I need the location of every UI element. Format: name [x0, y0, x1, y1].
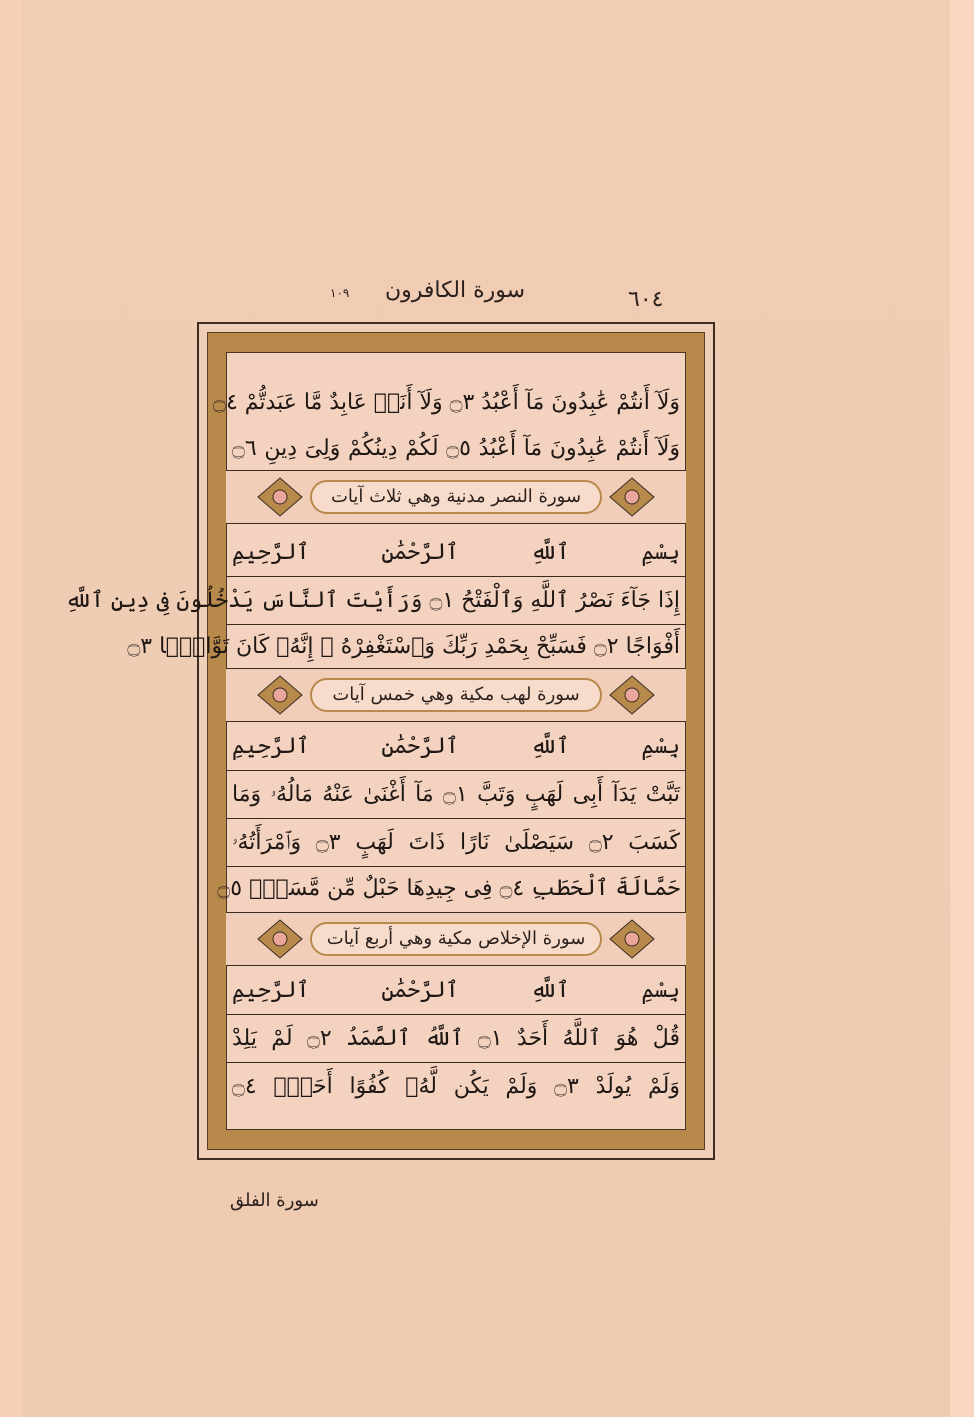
text-line: وَلَآ أَنتُمْ عَٰبِدُونَ مَآ أَعْبُدُ ۝٣ وَلَآ أَنَا۠ عَابِدٌ مَّا عَبَدتُّمْ ۝٤	[213, 390, 680, 415]
text-line: حَمَّالَةَ ٱلْحَطَبِ ۝٤ فِى جِيدِهَا حَبْلٌ مِّن مَّسَدٍۭ ۝٥	[217, 876, 680, 901]
text-line: قُلْ هُوَ ٱللَّهُ أَحَدٌ ۝١ ٱللَّهُ ٱلصَّمَدُ ۝٢ لَمْ يَلِدْ	[232, 1026, 680, 1051]
text-line: أَفْوَاجًا ۝٢ فَسَبِّحْ بِحَمْدِ رَبِّكَ وَٱسْتَغْفِرْهُ ۚ إِنَّهُۥ كَانَ تَوَّابًۢا ۝٣	[127, 634, 680, 659]
surah-heading: سورة الإخلاص مكية وهي أربع آيات	[310, 922, 602, 956]
ornament-icon	[602, 474, 662, 520]
basmala: بِسْمِ ٱللَّهِ ٱلرَّحْمَٰنِ ٱلرَّحِيمِ	[232, 540, 680, 565]
divider	[226, 770, 686, 771]
text-line: وَلَآ أَنتُمْ عَٰبِدُونَ مَآ أَعْبُدُ ۝٥ لَكُمْ دِينُكُمْ وَلِىَ دِينِ ۝٦	[232, 436, 681, 461]
surah-heading: سورة النصر مدنية وهي ثلاث آيات	[310, 480, 602, 514]
text-line: وَلَمْ يُولَدْ ۝٣ وَلَمْ يَكُن لَّهُۥ كُفُوًا أَحَدٌۢ ۝٤	[232, 1074, 680, 1099]
surah-title: سورة الكافرون	[384, 278, 526, 303]
ornament-icon	[602, 916, 662, 962]
text-line: كَسَبَ ۝٢ سَيَصْلَىٰ نَارًا ذَاتَ لَهَبٍ ۝٣ وَٱمْرَأَتُهُۥ	[232, 830, 681, 855]
ornament-icon	[250, 916, 310, 962]
page-number: ٦٠٤	[628, 287, 664, 312]
page-edge	[950, 0, 974, 1417]
basmala: بِسْمِ ٱللَّهِ ٱلرَّحْمَٰنِ ٱلرَّحِيمِ	[232, 978, 680, 1003]
text-line: تَبَّتْ يَدَآ أَبِى لَهَبٍ وَتَبَّ ۝١ مَآ أَغْنَىٰ عَنْهُ مَالُهُۥ وَمَا	[232, 782, 680, 807]
ornament-icon	[250, 672, 310, 718]
divider	[226, 1062, 686, 1063]
basmala: بِسْمِ ٱللَّهِ ٱلرَّحْمَٰنِ ٱلرَّحِيمِ	[232, 734, 680, 759]
surah-number: ١٠٩	[330, 286, 350, 300]
surah-heading: سورة لهب مكية وهي خمس آيات	[310, 678, 602, 712]
ornament-icon	[602, 672, 662, 718]
catchword: سورة الفلق	[230, 1190, 319, 1211]
divider	[226, 576, 686, 577]
ornament-icon	[250, 474, 310, 520]
divider	[226, 1014, 686, 1015]
divider	[226, 818, 686, 819]
text-line: إِذَا جَآءَ نَصْرُ ٱللَّهِ وَٱلْفَتْحُ ۝١ وَرَأَيْتَ ٱلنَّاسَ يَدْخُلُونَ فِى دِينِ ٱللَّهِ	[65, 588, 680, 613]
